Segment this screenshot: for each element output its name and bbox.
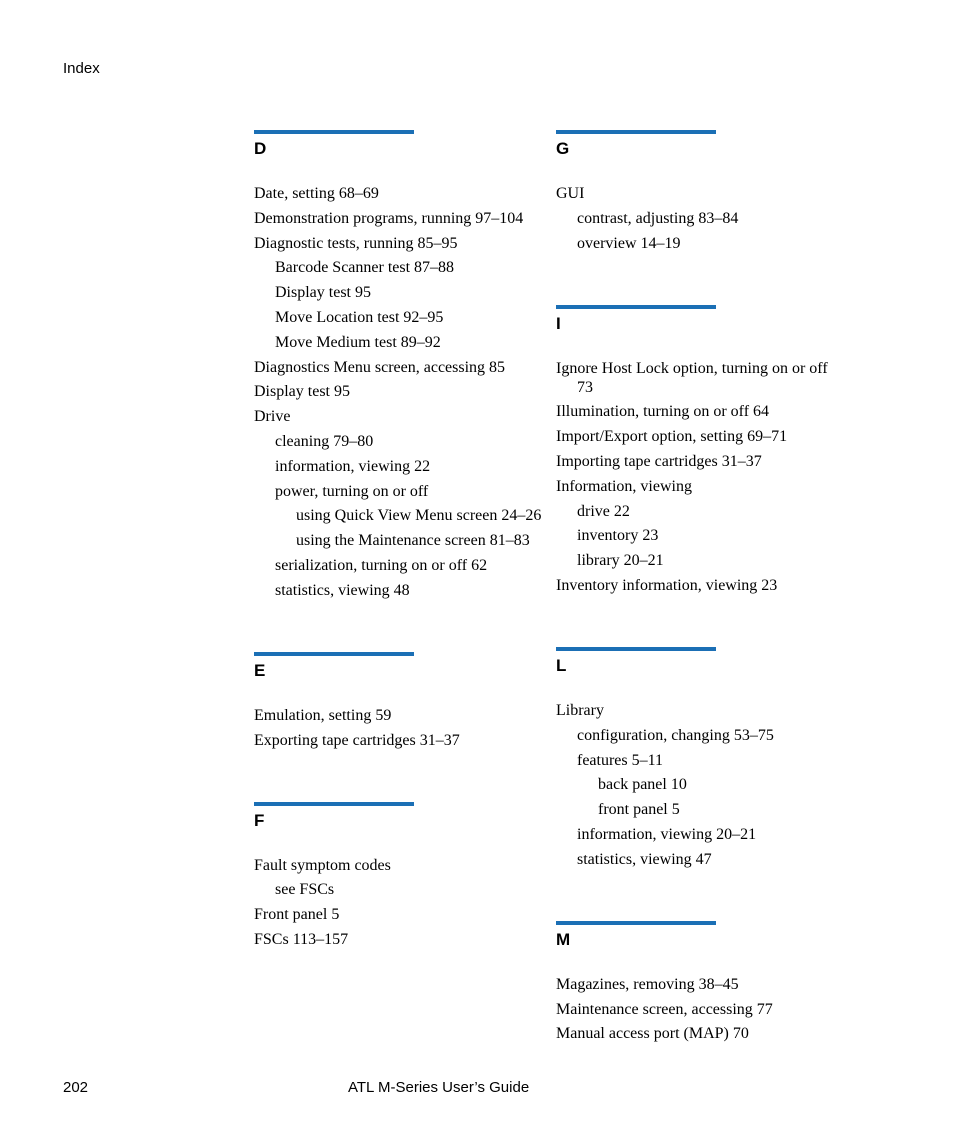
index-entry: Emulation, setting 59 [254, 706, 392, 724]
index-section-l [556, 647, 846, 869]
section-letter: D [254, 139, 267, 158]
index-section-f [254, 802, 544, 949]
section-letter: I [556, 313, 561, 333]
index-entry: Manual access port (MAP) 70 [556, 1025, 749, 1043]
index-entry: Maintenance screen, accessing 77 [556, 1000, 773, 1018]
index-subentry: power, turning on or off [275, 482, 429, 500]
index-subentry: statistics, viewing 48 [275, 581, 410, 599]
section-rule [254, 130, 414, 134]
index-column-right [556, 130, 846, 1049]
index-subentry: Display test 95 [275, 284, 371, 302]
index-section-d [254, 130, 544, 600]
index-subentry: inventory 23 [577, 527, 659, 545]
index-entry-list [254, 856, 544, 949]
index-entry: Diagnostic tests, running 85–95 [254, 234, 458, 252]
index-subentry: cleaning 79–80 [275, 432, 374, 450]
section-rule [556, 305, 716, 309]
index-entry: Information, viewing [556, 477, 692, 495]
index-entry: GUI [556, 185, 585, 202]
index-entry: FSCs 113–157 [254, 930, 349, 948]
index-subentry: Move Medium test 89–92 [275, 333, 441, 351]
section-rule [254, 802, 414, 806]
index-entry: Front panel 5 [254, 906, 340, 924]
index-section-e [254, 652, 544, 750]
section-letter: E [254, 660, 266, 680]
index-entry-list [556, 184, 846, 253]
index-subentry: Barcode Scanner test 87–88 [275, 259, 455, 277]
index-entry: Library [556, 701, 604, 719]
index-entry: Exporting tape cartridges 31–37 [254, 731, 460, 749]
index-entry: Fault symptom codes [254, 856, 391, 874]
index-entry: Inventory information, viewing 23 [556, 576, 778, 594]
index-entry: Ignore Host Lock option, turning on or off 73 [556, 359, 828, 396]
section-letter: F [254, 810, 265, 830]
section-letter: M [556, 929, 571, 949]
index-section-g [556, 130, 846, 253]
index-subentry: using the Maintenance screen 81–83 [296, 532, 530, 550]
index-entry: Importing tape cartridges 31–37 [556, 452, 762, 470]
index-entry: Import/Export option, setting 69–71 [556, 428, 788, 446]
section-letter: G [556, 139, 570, 158]
index-subentry: contrast, adjusting 83–84 [577, 209, 739, 227]
index-entry: Magazines, removing 38–45 [556, 975, 739, 993]
page-number: 202 [63, 1079, 89, 1096]
index-subentry: statistics, viewing 47 [577, 850, 712, 868]
index-entry-list [556, 359, 846, 595]
index-entry: Date, setting 68–69 [254, 185, 379, 202]
index-entry: Illumination, turning on or off 64 [556, 403, 770, 421]
index-subentry: using Quick View Menu screen 24–26 [296, 507, 542, 525]
index-subentry: back panel 10 [598, 776, 687, 794]
index-subentry: features 5–11 [577, 751, 664, 769]
index-subentry: front panel 5 [598, 801, 680, 819]
section-letter: L [556, 655, 567, 675]
index-subentry: information, viewing 20–21 [577, 825, 757, 843]
index-subentry: drive 22 [577, 502, 630, 520]
index-subentry: library 20–21 [577, 552, 664, 570]
index-entry: Display test 95 [254, 383, 350, 401]
index-subentry: serialization, turning on or off 62 [275, 556, 488, 574]
index-column-left [254, 130, 544, 955]
index-subentry: information, viewing 22 [275, 457, 431, 475]
section-rule [556, 130, 716, 134]
index-entry: Diagnostics Menu screen, accessing 85 [254, 358, 506, 376]
index-subentry: configuration, changing 53–75 [577, 726, 774, 744]
index-entry: Drive [254, 408, 291, 426]
index-entry-list [556, 975, 846, 1044]
section-rule [556, 921, 716, 925]
index-entry-list [254, 184, 544, 600]
index-subentry: Move Location test 92–95 [275, 308, 444, 326]
index-section-m [556, 921, 846, 1044]
running-header: Index [63, 60, 100, 77]
index-subentry: see FSCs [275, 881, 335, 899]
index-entry-list [254, 706, 544, 750]
section-rule [556, 647, 716, 651]
index-entry-list [556, 701, 846, 869]
section-rule [254, 652, 414, 656]
index-section-i [556, 305, 846, 595]
footer-guide-title: ATL M-Series User’s Guide [348, 1079, 530, 1096]
index-subentry: overview 14–19 [577, 234, 681, 252]
index-entry: Demonstration programs, running 97–104 [254, 209, 524, 227]
